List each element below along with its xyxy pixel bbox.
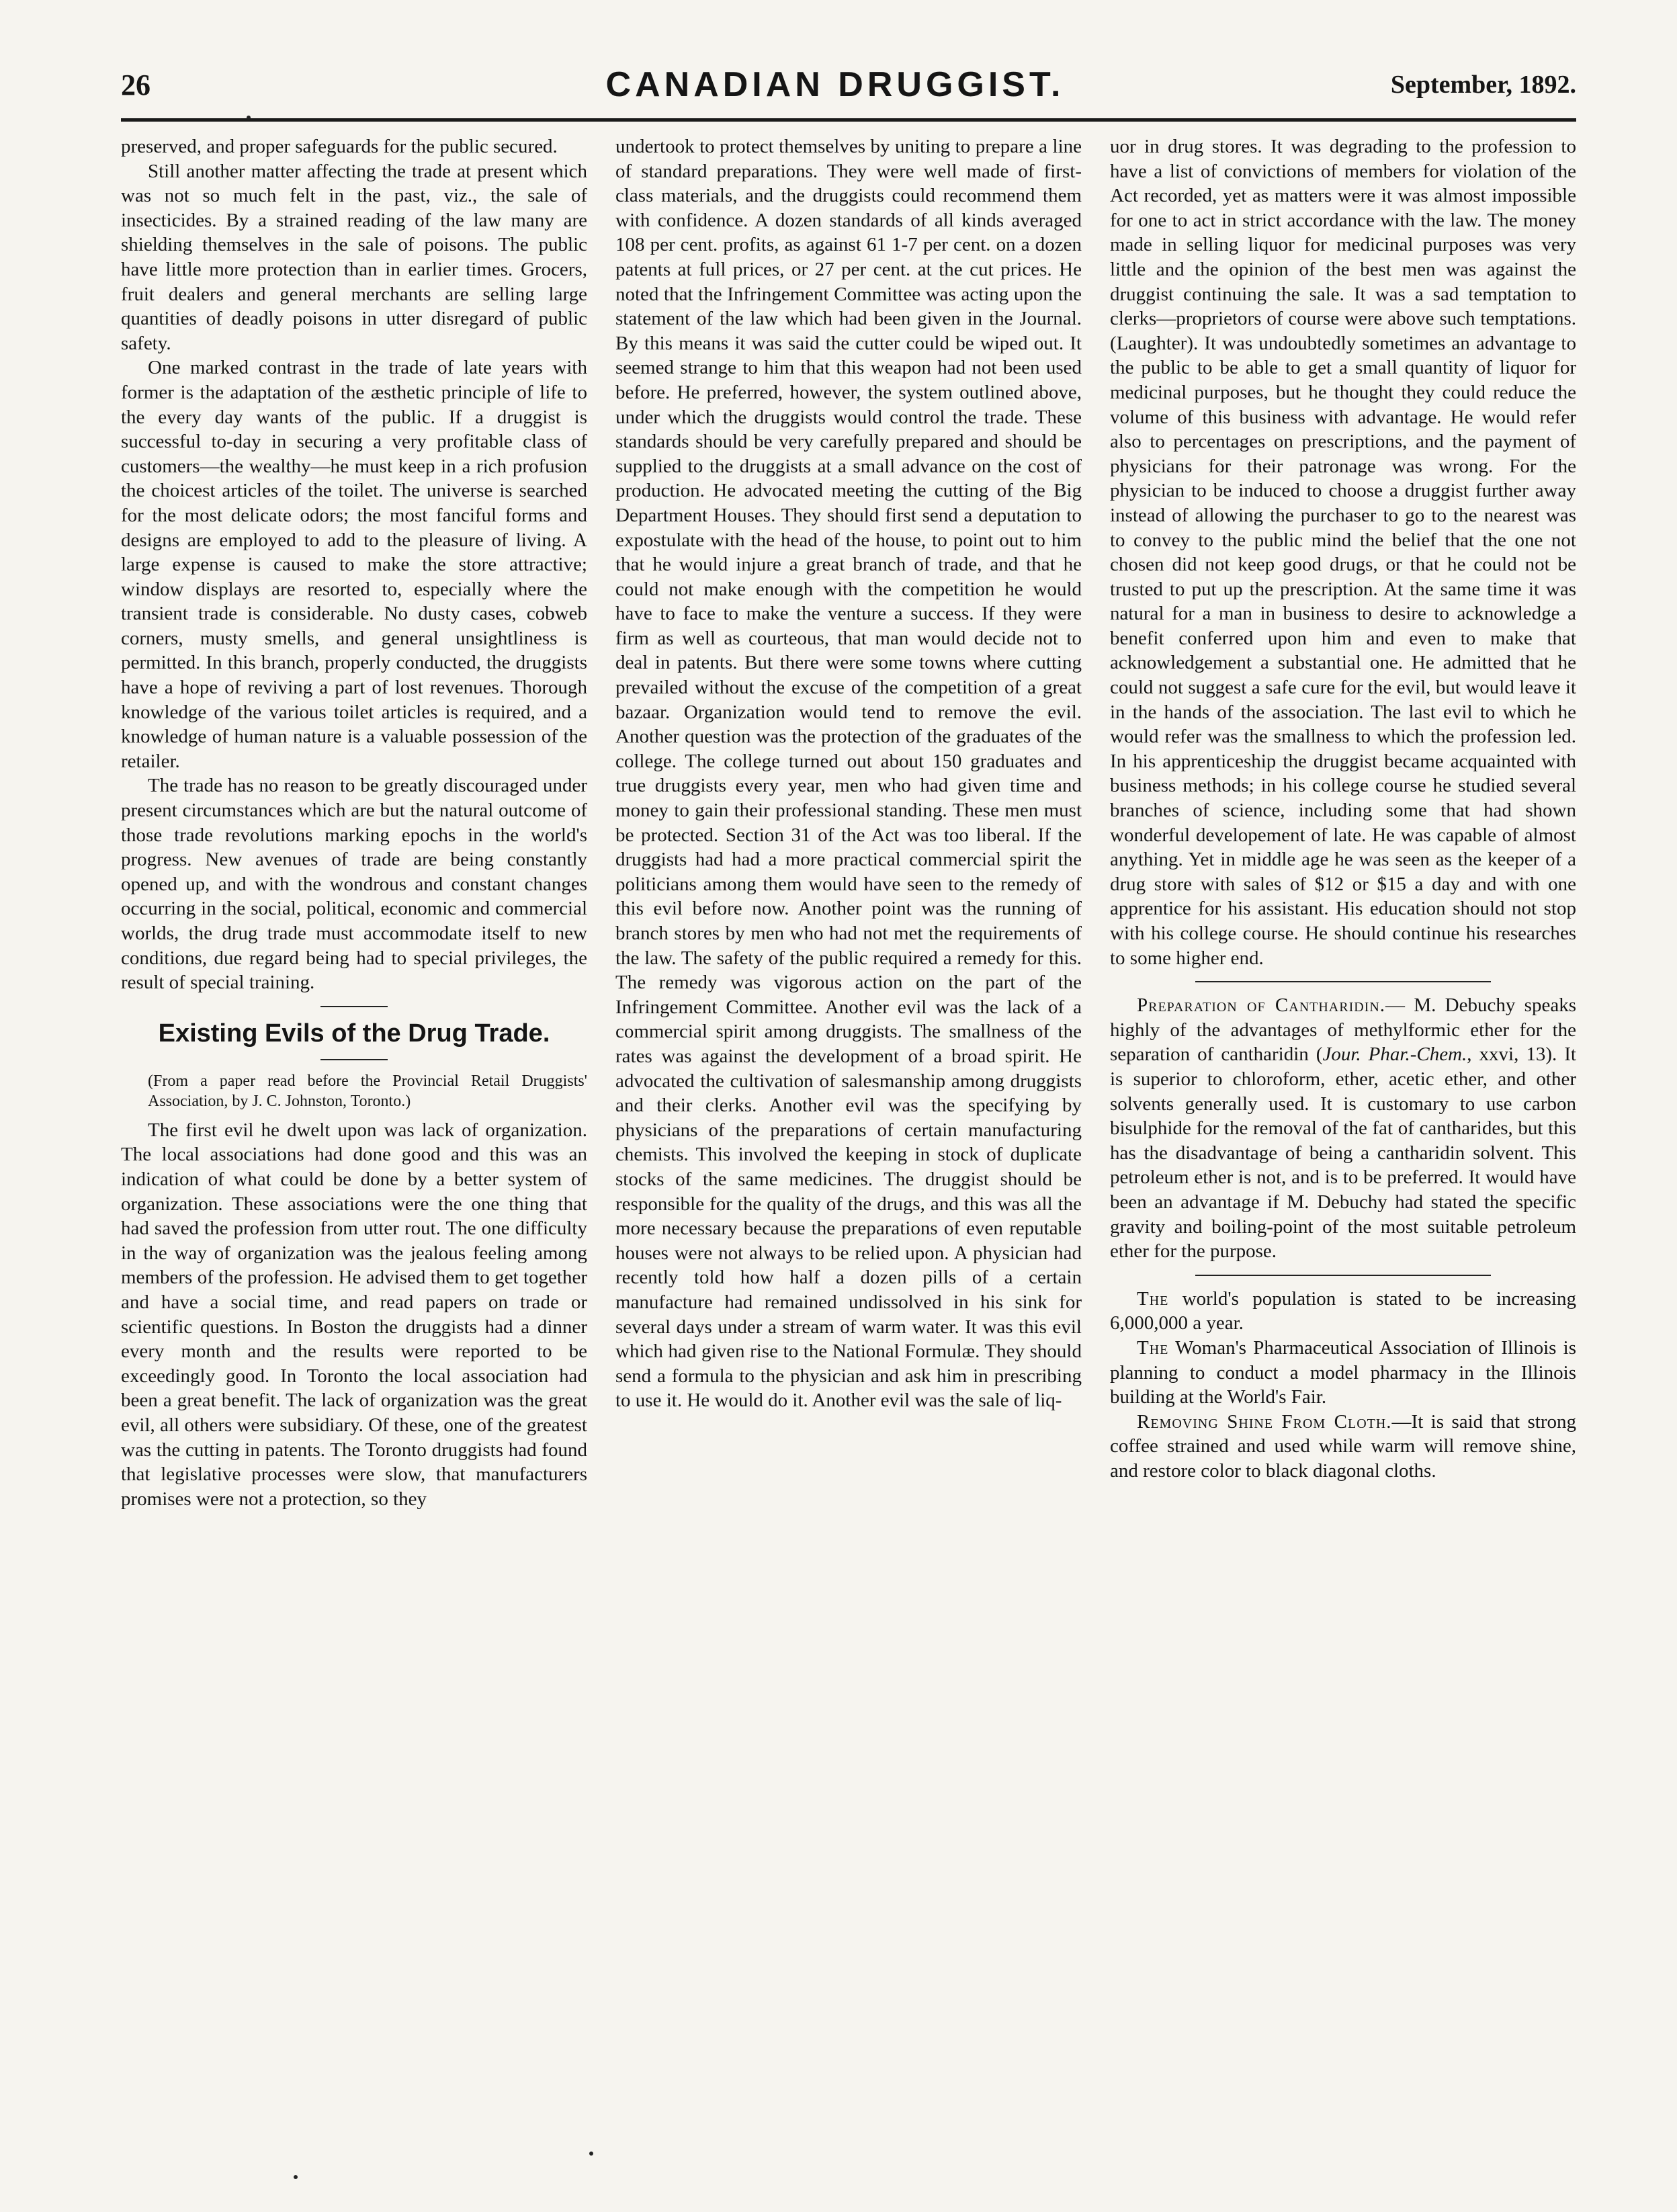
issue-date: September, 1892. [1390, 71, 1576, 99]
pharmacy-note [1110, 1336, 1576, 1410]
column-1 [121, 134, 587, 2150]
journal-title: CANADIAN DRUGGIST. [605, 65, 1065, 104]
paragraph: preserved, and proper safeguards for the public secured. [121, 136, 558, 157]
print-speck [589, 2152, 593, 2156]
paragraph: uor in drug stores. It was degrading to the profession to have a list of convictions of members for violation of the Act recorded, yet as matters were it was almost impossible for one to act in strict accordance with the law. The money made in selling liquor for medicinal purposes was very little and the opinion of the best men was against the druggist continuing the sale. It was a sad temptation to clerks—proprietors of course were above such temptations. (Laughter). It was undoubtedly sometimes an advantage to the public to be able to get a small quantity of liquor for medicinal purposes, but he thought they could reduce the volume of this business with advantage. He would refer also to percentages on prescriptions, and the payment of physicians for their patronage was wrong. For the physician to be induced to choose a druggist further away instead of allowing the purchaser to go to the nearest was to convey to the public mind the belief that the one not chosen did not keep good drugs, or that he could not be trusted to put up the prescription. At the same time it was natural for a man in business to desire to acknowledge a benefit conferred upon him and even to make that acknowledgement a substantial one. He admitted that he could not suggest a safe cure for the evil, but would leave it in the hands of the association. The last evil to which he would refer was the smallness to which the profession led. In his apprenticeship the druggist became acquainted with business methods; in his college course he studied several branches of science, including some that had shown wonderful developement of late. He was capable of almost anything. Yet in middle age he was seen as the keeper of a drug store with sales of $12 or $15 a day and with one apprentice for his assistant. His education should not stop with his college course. He should continue his researches to some higher end. [1110, 136, 1576, 969]
cantharidin-body: — M. Debuchy speaks highly of the advantages of methylformic ether for the separation of cantharidin ( [1110, 994, 1576, 1066]
section-divider [1195, 1275, 1491, 1276]
pharmacy-body: Woman's Pharmaceutical Association of Illinois is planning to conduct a model pharmacy in the Illinois building at the World's Fair. [1110, 1336, 1576, 1408]
header-rule [121, 118, 1576, 122]
page-header [121, 58, 1576, 112]
paragraph: undertook to protect themselves by uniting to prepare a line of standard preparations. They were well made of first-class materials, and the druggists could recommend them with confidence. A dozen standards of all kinds averaged 108 per cent. profits, as against 61 1-7 per cent. on a dozen patents at full prices, or 27 per cent. at the cut prices. He noted that the Infringement Committee was acting upon the statement of the law which had been given in the Journal. By this means it was said the cutter could be wiped out. It seemed strange to him that this weapon had not been used before. He preferred, however, the system outlined above, under which the druggists would control the trade. These standards should be very carefully prepared and should be supplied to the druggists at a small advance on the cost of production. He advocated meeting the cutting of the Big Department Houses. They should first send a deputation to expostulate with the head of the house, to point out to him that he would injure a great branch of trade, and that he could not make enough with the competition he would have to face to make the venture a success. If they were firm as well as courteous, that man would decide not to deal in patents. But there were some towns where cutting prevailed without the excuse of the competition of a great bazaar. Organization would tend to remove the evil. Another question was the protection of the graduates of the college. The college turned out about 150 graduates and true druggists every year, men who had given time and money to gain their professional standing. These men must be protected. Section 31 of the Act was too liberal. If the druggists had had a more practical commercial spirit the politicians among them would have seen to the remedy of this evil before now. Another point was the running of branch stores by men who had not met the requirements of the law. The safety of the public required a remedy for this. The remedy was vigorous action on the part of the Infringement Committee. Another evil was the lack of a commercial spirit among druggists. The smallness of the rates was against the development of a broad spirit. He advocated the cultivation of salesmanship among druggists and their clerks. Another evil was the specifying by physicians of the preparations of certain manufacturing chemists. This involved the keeping in stock of duplicate stocks of the same medicines. The druggist should be responsible for the quality of the drugs, and this was all the more necessary because the preparations of even reputable houses were not always to be relied upon. A physician had recently told how half a dozen pills of a certain manufacture had remained undissolved in his sink for several days under a stream of warm water. It was this evil which had given rise to the National Formulæ. They should send a formula to the physician and ask him in prescribing to use it. He would do it. Another evil was the sale of liq- [615, 136, 1082, 1412]
shine-title: Removing Shine From Cloth. [1137, 1410, 1392, 1433]
cantharidin-rest: , xxvi, 13). It is superior to chloroform, ether, acetic ether, and other solvents generally used. It is customary to use carbon bisulphide for the removal of the fat of cantharides, but this has the disadvantage of being a cantharidin solvent. This petroleum ether is not, and is to be preferred. It would have been an advantage if M. Debuchy had stated the specific gravity and boiling-point of the most suitable petroleum ether for the purpose. [1110, 1044, 1576, 1263]
pharmacy-lead: The [1137, 1336, 1169, 1359]
paragraph: The first evil he dwelt upon was lack of organization. The local associations had done good and this was an indication of what could be done by a better system of organization. These associations were the one thing that had saved the profession from utter rout. The one difficulty in the way of organization was the jealous feeling among members of the profession. He advised them to get together and have a social time, and read papers on trade or scientific questions. In Boston the druggists had a dinner every month and the results were reported to be exceedingly good. In Toronto the local association had been a great benefit. The lack of organization was the great evil, all others were subsidiary. Of these, one of the greatest was the cutting in patents. The Toronto druggists had found that legislative processes were slow, that manufacturers promises were not a protection, so they [121, 1119, 587, 1510]
section-divider [1195, 981, 1491, 982]
byline: (From a paper read before the Provincial Retail Druggists' Association, by J. C. Johnston, Toronto.) [148, 1072, 587, 1110]
column-2 [615, 134, 1082, 2150]
page-number: 26 [121, 68, 150, 101]
shine-note [1110, 1410, 1576, 1484]
shine-body: —It is said that strong coffee strained and used while warm will remove shine, and restore color to black diagonal cloths. [1110, 1410, 1576, 1482]
paragraph: Still another matter affecting the trade at present which was not so much felt in the past, viz., the sale of insecticides. By a strained reading of the law many are shielding themselves in the sale of poisons. The public have little more protection than in earlier times. Grocers, fruit dealers and general merchants are selling large quantities of deadly poisons in utter disregard of public safety. [121, 160, 587, 354]
article-columns [121, 134, 1576, 2150]
print-speck [294, 2175, 298, 2179]
section-divider [320, 1006, 388, 1007]
cantharidin-title: Preparation of Cantharidin. [1137, 994, 1386, 1017]
paragraph: One marked contrast in the trade of late years with former is the adaptation of the æsthetic principle of life to the every day wants of the public. If a druggist is successful to-day in securing a very profitable class of customers—the wealthy—he must keep in a rich profusion the choicest articles of the toilet. The universe is searched for the most delicate odors; the most fanciful forms and designs are employed to add to the pleasure of living. A large expense is caused to make the store attractive; window displays are resorted to, especially where the transient trade is considerable. No dusty cases, cobweb corners, musty smells, and general unsightliness is permitted. In this branch, properly conducted, the druggists have a hope of reviving a part of lost revenues. Thorough knowledge of the various toilet articles is required, and a knowledge of human nature is a valuable possession of the retailer. [121, 357, 587, 772]
population-body: world's population is stated to be increasing 6,000,000 a year. [1110, 1287, 1576, 1334]
paragraph: The trade has no reason to be greatly discouraged under present circumstances which are but the natural outcome of those trade revolutions marking epochs in the world's progress. New avenues of trade are being constantly opened up, and with the wondrous and constant changes occurring in the social, political, economic and commercial worlds, the drug trade must accommodate itself to new conditions, due regard being had to special privileges, the result of special training. [121, 775, 587, 994]
column-3 [1110, 134, 1576, 2150]
population-lead: The [1137, 1287, 1169, 1310]
cantharidin-note [1110, 993, 1576, 1264]
journal-reference: Jour. Phar.-Chem. [1322, 1044, 1467, 1066]
heading-divider [320, 1059, 388, 1060]
population-note [1110, 1287, 1576, 1336]
section-heading: Existing Evils of the Drug Trade. [158, 1019, 550, 1048]
